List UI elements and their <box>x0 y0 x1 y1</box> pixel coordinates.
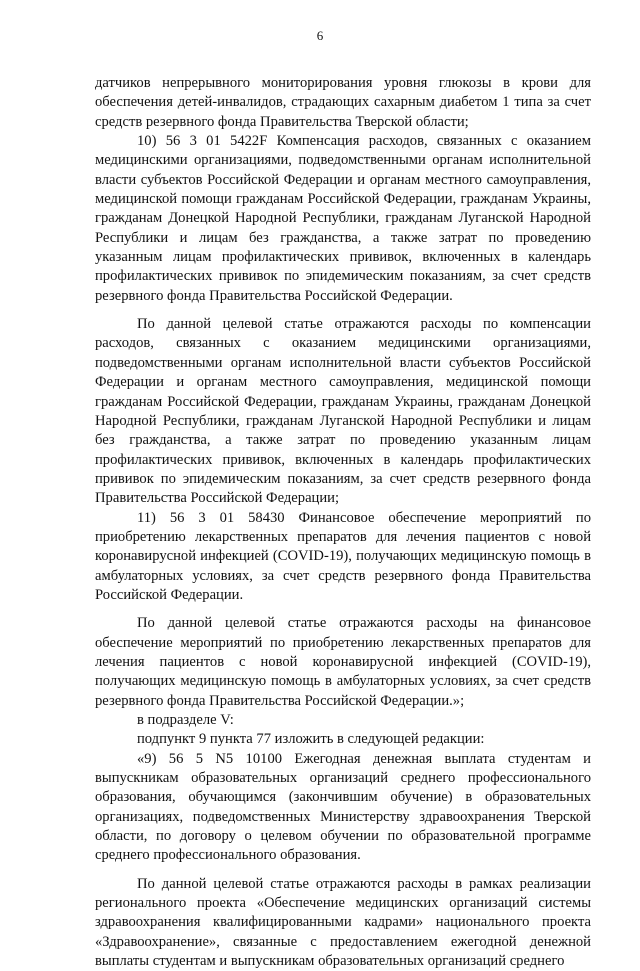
paragraph-item-9: «9) 56 5 N5 10100 Ежегодная денежная выплата студентам и выпускникам образовательных организаций среднего профессионального образования, обучающимся (закончившим обучение) в образовательных организациях, подведомственных Министерству здравоохранения Тверской области, по договору о целевом обучении по образовательной программе среднего профессионального образования. <box>95 750 591 864</box>
paragraph-item-9-description: По данной целевой статье отражаются расходы в рамках реализации регионального проекта «Обеспечение медицинских организаций системы здравоохранения квалифицированными кадрами» национального проекта «Здравоохранение», связанные с предоставлением ежегодной денежной выплаты студентам и выпускникам образовательных организаций среднего <box>95 875 591 970</box>
paragraph-subsection-v: в подразделе V: <box>137 712 234 728</box>
paragraph-item-11: 11) 56 3 01 58430 Финансовое обеспечение мероприятий по приобретению лекарственных препаратов для лечения пациентов с новой коронавирусной инфекцией (COVID-19), получающих медицинскую помощь в амбулаторных условиях, за счет средств резервного фонда Правительства Российской Федерации. <box>95 509 591 603</box>
page-number: 6 <box>316 28 324 43</box>
paragraph-amendment-instruction: подпункт 9 пункта 77 изложить в следующей редакции: <box>137 731 485 748</box>
paragraph-item-11-description: По данной целевой статье отражаются расходы на финансовое обеспечение мероприятий по приобретению лекарственных препаратов для лечения пациентов с новой коронавирусной инфекцией (COVID-19), получающих медицинскую помощь в амбулаторных условиях, за счет средств резервного фонда Правительства Российской Федерации.»; <box>95 615 591 709</box>
paragraph-item-10: 10) 56 3 01 5422F Компенсация расходов, связанных с оказанием медицинскими организациями, подведомственными органам исполнительной власти субъектов Российской Федерации и органам местного самоуправления, медицинской помощи гражданам Российской Федерации, гражданам Украины, гражданам Донецкой Народной Республики, гражданам Луганской Народной Республики и лицам без гражданства, а также затрат по проведению указанным лицам профилактических прививок, включенных в календарь профилактических прививок по эпидемическим показаниям, за счет средств резервного фонда Правительства Российской Федерации. <box>95 133 591 304</box>
document-body <box>95 74 591 971</box>
paragraph-continuation: датчиков непрерывного мониторирования уровня глюкозы в крови для обеспечения детей-инвалидов, страдающих сахарным диабетом 1 типа за счет средств резервного фонда Правительства Тверской области; <box>95 75 591 130</box>
paragraph-item-10-description: По данной целевой статье отражаются расходы по компенсации расходов, связанных с оказанием медицинскими организациями, подведомственными органам исполнительной власти субъектов Российской Федерации и органам местного самоуправления, медицинской помощи гражданам Российской Федерации, гражданам Украины, гражданам Донецкой Народной Республики, гражданам Луганской Народной Республики и лицам без гражданства, а также затрат по проведению указанным лицам профилактических прививок, включенных в календарь профилактических прививок по эпидемическим показаниям, за счет средств резервного фонда Правительства Российской Федерации; <box>95 316 591 507</box>
